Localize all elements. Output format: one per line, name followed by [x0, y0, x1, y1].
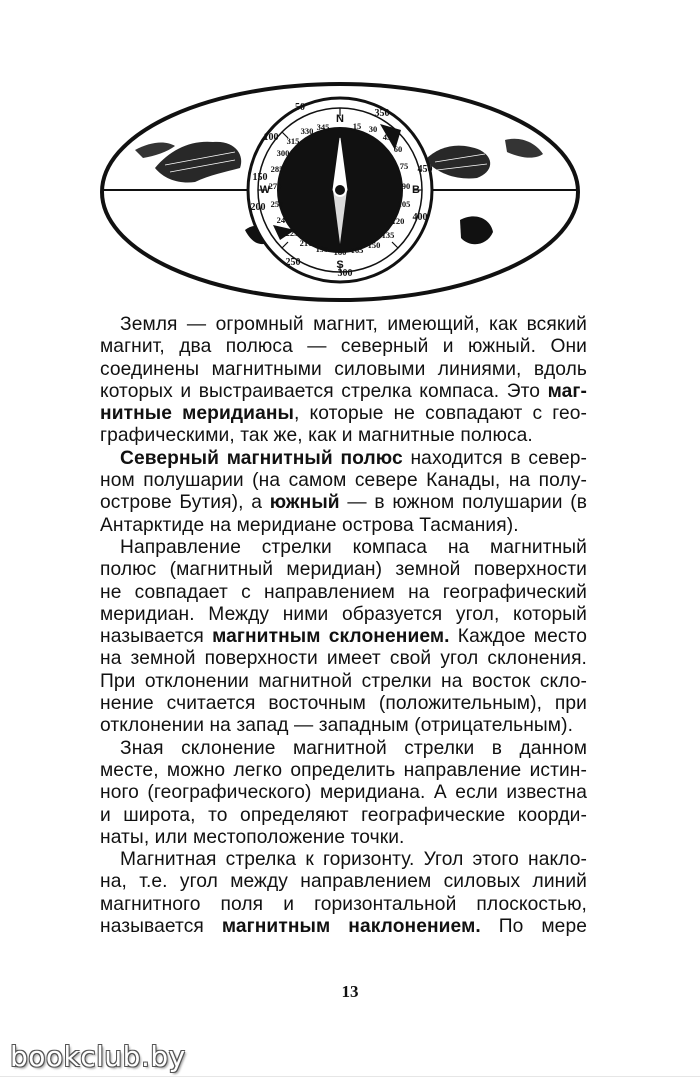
deg-150: 150 [367, 240, 381, 250]
deg-330: 330 [300, 126, 314, 136]
deg-60: 60 [393, 144, 403, 154]
text-line: наты, или местоположение точки. [100, 826, 405, 848]
text-line: Антарктиде на меридиане острова Тасмания). [100, 514, 519, 536]
deg-345: 345 [316, 122, 330, 132]
text-line: ном полушарии (на самом севере Канады, на полу- [100, 470, 587, 492]
term-magnetic-inclination: магнитным наклонением. [221, 916, 481, 938]
paragraph-1 [100, 314, 587, 448]
deg-225: 225 [285, 228, 299, 238]
text-line [100, 626, 587, 648]
text-line: нение считается восточным (положительным), при [100, 693, 587, 715]
term-south: южный [269, 492, 340, 514]
letter-north: N [336, 113, 344, 125]
text-line: на, т.е. угол между направлением силовых линий [100, 871, 587, 893]
outer-250: 250 [285, 257, 301, 268]
text-line: ного (географического) меридиана. А если известна [100, 782, 587, 804]
deg-105: 105 [397, 199, 411, 209]
text-line: на земной поверхности имеет свой угол склонения. [100, 648, 587, 670]
deg-180: 180 [333, 247, 347, 257]
text-line: При отклонении магнитной стрелки на восток скло- [100, 670, 587, 692]
text-run: называется [100, 626, 213, 648]
text-line: меридиан. Между ними образуется угол, который [100, 603, 587, 625]
page-number: 13 [341, 982, 359, 1001]
deg-285: 285 [270, 164, 284, 174]
deg-240: 240 [276, 215, 290, 225]
outer-300: 300 [337, 268, 353, 279]
text-run: острове Бутия), а [100, 492, 270, 514]
paragraph-3 [100, 537, 587, 738]
outer-150: 150 [252, 172, 268, 183]
deg-300: 300 [276, 148, 290, 158]
outer-100: 100 [263, 132, 279, 143]
watermark-logo: bookclub.by [10, 1040, 186, 1073]
term-magnetic-declination: магнитным склонением. [212, 626, 450, 648]
deg-15: 15 [352, 121, 362, 131]
text-line: полюс (магнитный меридиан) земной поверхности [100, 559, 587, 581]
page-divider [0, 1076, 700, 1077]
deg-120: 120 [391, 216, 405, 226]
text-line: магнит, два полюса — северный и южный. Они [100, 336, 587, 358]
text-line: месте, можно легко определить направление истин- [100, 759, 587, 781]
text-line: магнитного поля и горизонтальной плоскостью, [100, 893, 587, 915]
deg-315: 315 [286, 136, 300, 146]
text-line: графическими, так же, как и магнитные полюса. [100, 425, 533, 447]
deg-195: 195 [315, 244, 329, 254]
text-line [100, 448, 587, 470]
outer-400: 400 [412, 212, 428, 223]
text-line: Земля — огромный магнит, имеющий, как всякий [120, 314, 587, 335]
text-run: называется [100, 916, 222, 938]
deg-75: 75 [399, 161, 409, 171]
term-north-magnetic-pole: Северный магнитный полюс [120, 447, 403, 469]
text-run: Каждое место [449, 626, 588, 648]
text-run: — в южном полушарии (в [339, 492, 587, 514]
outer-200: 200 [250, 202, 266, 213]
deg-30: 30 [368, 124, 378, 134]
text-line [100, 916, 587, 938]
text-line: не совпадает с направлением на географический [100, 581, 587, 603]
deg-165: 165 [350, 245, 364, 255]
text-line: Магнитная стрелка к горизонту. Угол этого накло- [120, 849, 587, 871]
deg-270: 270 [268, 181, 282, 191]
text-line: соединены магнитными силовыми линиями, вдоль [100, 358, 587, 380]
term-magnetic-meridians-start: маг- [547, 380, 587, 402]
outer-50: 50 [295, 102, 305, 113]
body-text [100, 314, 587, 938]
outer-350: 350 [374, 108, 390, 119]
deg-90: 90 [401, 181, 411, 191]
paragraph-2 [100, 448, 587, 537]
deg-210: 210 [299, 238, 313, 248]
paragraph-5 [100, 849, 587, 938]
outer-450: 450 [417, 164, 433, 175]
letter-west: W [259, 184, 271, 196]
text-run: , которые не совпадают с гео- [294, 403, 587, 425]
term-magnetic-meridians-end: нитные меридианы [100, 403, 295, 425]
text-line [100, 403, 587, 425]
compass-globe-illustration [95, 80, 585, 305]
text-line: Направление стрелки компаса на магнитный [120, 536, 587, 558]
text-run: По мере [480, 916, 587, 938]
paragraph-4 [100, 738, 587, 849]
text-run: которых и выстраивается стрелка компаса. Это [100, 380, 548, 402]
letter-south: S [336, 259, 344, 271]
text-line [100, 492, 587, 514]
deg-255: 255 [270, 199, 284, 209]
text-line: отклонении на запад — западным (отрицательным). [100, 715, 574, 737]
text-run: находится в север- [402, 447, 587, 469]
letter-east: B [412, 184, 420, 196]
deg-135: 135 [381, 230, 395, 240]
text-line: и широта, то определяют географические коорди- [100, 804, 587, 826]
deg-45: 45 [382, 132, 392, 142]
text-line: Зная склонение магнитной стрелки в данном [120, 737, 587, 759]
text-line [100, 381, 587, 403]
